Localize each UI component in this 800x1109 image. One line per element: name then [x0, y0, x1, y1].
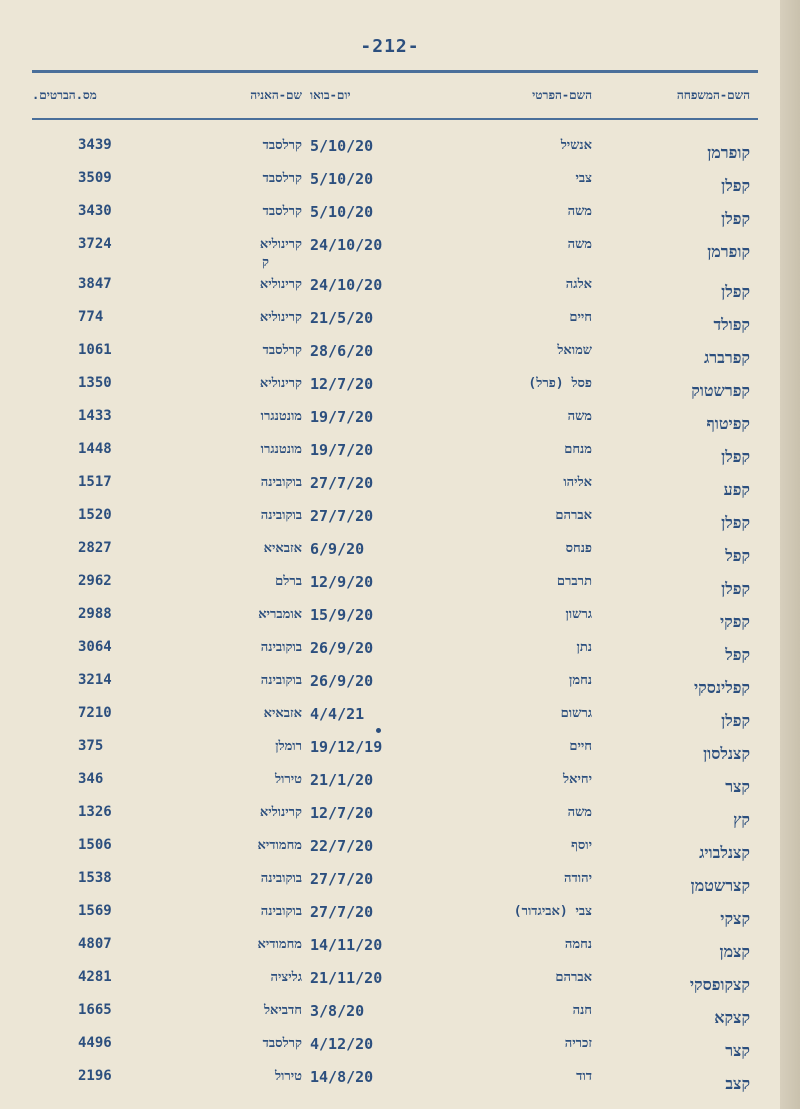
family-name-cell: קפלן	[721, 209, 750, 228]
first-name-cell: אברהם	[555, 508, 592, 523]
arrival-date-cell: 19/7/20	[310, 441, 374, 459]
ship-name-cell: אומבריא	[258, 607, 302, 622]
certificate-number-cell: 4281	[78, 969, 112, 985]
table-row	[32, 137, 758, 163]
certificate-number-cell: 346	[78, 771, 104, 787]
family-name-cell: קצקא	[714, 1008, 750, 1027]
certificate-number-cell: 2962	[78, 573, 112, 589]
family-name-cell: קפרברג	[704, 348, 750, 367]
family-name-cell: קפלינסקי	[693, 678, 750, 697]
arrival-date-cell: 3/8/20	[310, 1002, 365, 1020]
ship-name-cell: מחמודיא	[257, 937, 302, 952]
arrival-date-cell: 27/7/20	[310, 474, 374, 492]
first-name-cell: צבי (אביגדור)	[513, 904, 592, 919]
header-rule	[32, 118, 758, 120]
ship-name-cell: אזבאיא	[263, 706, 302, 721]
first-name-cell: יוסף	[571, 838, 592, 853]
ship-name-cell: קרינוליא	[259, 805, 302, 820]
certificate-number-cell: 1517	[78, 474, 112, 490]
ship-name-cell: גליציה	[270, 970, 302, 985]
arrival-date-cell: 12/7/20	[310, 804, 374, 822]
ink-dot	[376, 728, 381, 733]
certificate-number-cell: 1448	[78, 441, 112, 457]
first-name-cell: חיים	[569, 310, 592, 325]
first-name-cell: משה	[567, 409, 592, 424]
table-row	[32, 1068, 758, 1094]
table-row	[32, 771, 758, 797]
table-row	[32, 474, 758, 500]
certificate-number-cell: 3214	[78, 672, 112, 688]
arrival-date-cell: 27/7/20	[310, 870, 374, 888]
certificate-number-cell: 1520	[78, 507, 112, 523]
ship-name-cell: קרלסבד	[262, 204, 302, 219]
arrival-date-cell: 27/7/20	[310, 903, 374, 921]
certificate-number-cell: 1350	[78, 375, 112, 391]
ship-name-cell: רומלן	[275, 739, 302, 754]
first-name-cell: מנחם	[564, 442, 592, 457]
family-name-cell: קופרמן	[707, 143, 750, 162]
first-name-cell: משה	[567, 237, 592, 252]
certificate-number-cell: 4496	[78, 1035, 112, 1051]
arrival-date-cell: 19/7/20	[310, 408, 374, 426]
table-row	[32, 1035, 758, 1061]
family-name-cell: קצר	[725, 1041, 750, 1060]
family-name-cell: קצנלסון	[703, 744, 750, 763]
certificate-number-cell: 1569	[78, 903, 112, 919]
header-arrival-date: יום-בואו	[310, 88, 351, 102]
family-name-cell: קצקי	[720, 909, 750, 928]
family-name-cell: קצר	[725, 777, 750, 796]
ship-name-cell: קרינוליא	[259, 237, 302, 252]
first-name-cell: חנה	[572, 1003, 592, 1018]
certificate-number-cell: 4807	[78, 936, 112, 952]
ship-name-cell: טירול	[274, 772, 302, 787]
header-certificate-number: מס.הברטים.	[32, 88, 97, 102]
first-name-cell: גרשון	[565, 607, 592, 622]
arrival-date-cell: 4/4/21	[310, 705, 365, 723]
arrival-date-cell: 4/12/20	[310, 1035, 374, 1053]
certificate-number-cell: 3064	[78, 639, 112, 655]
arrival-date-cell: 12/9/20	[310, 573, 374, 591]
arrival-date-cell: 21/1/20	[310, 771, 374, 789]
family-name-cell: קצמן	[719, 942, 750, 961]
table-row	[32, 969, 758, 995]
arrival-date-cell: 5/10/20	[310, 137, 374, 155]
arrival-date-cell: 6/9/20	[310, 540, 365, 558]
table-row	[32, 441, 758, 467]
arrival-date-cell: 24/10/20	[310, 236, 383, 254]
ship-name-cell: קרינוליא	[259, 310, 302, 325]
ship-name-cell: מונטנגרו	[260, 409, 302, 424]
arrival-date-cell: 19/12/19	[310, 738, 383, 756]
arrival-date-cell: 26/9/20	[310, 639, 374, 657]
family-name-cell: קפל	[725, 546, 750, 565]
first-name-cell: פנחס	[565, 541, 592, 556]
first-name-cell: משה	[567, 204, 592, 219]
first-name-cell: שמואל	[557, 343, 592, 358]
certificate-number-cell: 774	[78, 309, 104, 325]
certificate-number-cell: 2988	[78, 606, 112, 622]
arrival-date-cell: 24/10/20	[310, 276, 383, 294]
first-name-cell: תרברם	[556, 574, 592, 589]
ship-name-cell: חדביאל	[263, 1003, 302, 1018]
first-name-cell: אנשיל	[560, 138, 592, 153]
ship-name-cell: בוקובינה	[260, 508, 302, 523]
certificate-number-cell: 3430	[78, 203, 112, 219]
arrival-date-cell: 22/7/20	[310, 837, 374, 855]
family-name-cell: קצנלבויג	[699, 843, 750, 862]
top-rule	[32, 70, 758, 73]
table-row	[32, 903, 758, 929]
certificate-number-cell: 7210	[78, 705, 112, 721]
arrival-date-cell: 15/9/20	[310, 606, 374, 624]
family-name-cell: קץ	[733, 810, 750, 829]
family-name-cell: קפע	[723, 480, 750, 499]
family-name-cell: קפלן	[721, 282, 750, 301]
first-name-cell: משה	[567, 805, 592, 820]
table-row	[32, 1002, 758, 1028]
ship-name-cell: בוקובינה	[260, 640, 302, 655]
ship-name-cell: בוקובינה	[260, 904, 302, 919]
ship-name-cell: קרלסבד	[262, 171, 302, 186]
header-first-name: השם-הפרטי	[532, 88, 592, 102]
table-row	[32, 705, 758, 731]
page-edge	[780, 0, 800, 1109]
arrival-date-cell: 5/10/20	[310, 203, 374, 221]
table-row	[32, 236, 758, 262]
table-row	[32, 936, 758, 962]
arrival-date-cell: 12/7/20	[310, 375, 374, 393]
family-name-cell: קפיטוף	[706, 414, 750, 433]
certificate-number-cell: 1061	[78, 342, 112, 358]
header-ship-name: שם-האניה	[250, 88, 302, 102]
family-name-cell: קפלן	[721, 711, 750, 730]
ship-name-cell: מונטנגרו	[260, 442, 302, 457]
ship-name-cell: מחמודיא	[257, 838, 302, 853]
first-name-cell: נחמה	[564, 937, 592, 952]
arrival-date-cell: 14/11/20	[310, 936, 383, 954]
certificate-number-cell: 3509	[78, 170, 112, 186]
family-name-cell: קצב	[725, 1074, 750, 1093]
table-row	[32, 837, 758, 863]
ship-name-cell: קרינוליא	[259, 277, 302, 292]
ship-name-cell: קרלסבד	[262, 138, 302, 153]
first-name-cell: חיים	[569, 739, 592, 754]
first-name-cell: אליהו	[563, 475, 592, 490]
ship-name-cell: טירול	[274, 1069, 302, 1084]
family-name-cell: קפקי	[719, 612, 750, 631]
first-name-cell: גרשום	[560, 706, 592, 721]
first-name-cell: צבי	[575, 171, 592, 186]
family-name-cell: קצרשטמן	[690, 876, 750, 895]
ship-name-cell: בוקובינה	[260, 475, 302, 490]
family-name-cell: קפלן	[721, 579, 750, 598]
arrival-date-cell: 28/6/20	[310, 342, 374, 360]
table-row	[32, 804, 758, 830]
arrival-date-cell: 27/7/20	[310, 507, 374, 525]
family-name-cell: קפלן	[721, 513, 750, 532]
certificate-number-cell: 2827	[78, 540, 112, 556]
header-family-name: השם-המשפחה	[676, 88, 750, 102]
first-name-cell: אברהם	[555, 970, 592, 985]
first-name-cell: נחמן	[569, 673, 592, 688]
family-name-cell: קפל	[725, 645, 750, 664]
arrival-date-cell: 14/8/20	[310, 1068, 374, 1086]
table-row	[32, 408, 758, 434]
certificate-number-cell: 1506	[78, 837, 112, 853]
ship-annotation: ק	[262, 255, 269, 270]
ship-name-cell: בוקובינה	[260, 673, 302, 688]
table-row	[32, 342, 758, 368]
certificate-number-cell: 3439	[78, 137, 112, 153]
ship-name-cell: קרלסבד	[262, 1036, 302, 1051]
certificate-number-cell: 375	[78, 738, 104, 754]
arrival-date-cell: 5/10/20	[310, 170, 374, 188]
certificate-number-cell: 1665	[78, 1002, 112, 1018]
family-name-cell: קפרשטוק	[691, 381, 750, 400]
table-row	[32, 573, 758, 599]
table-row	[32, 170, 758, 196]
arrival-date-cell: 26/9/20	[310, 672, 374, 690]
certificate-number-cell: 1538	[78, 870, 112, 886]
table-row	[32, 672, 758, 698]
table-row	[32, 309, 758, 335]
family-name-cell: קופרמן	[707, 242, 750, 261]
table-row	[32, 203, 758, 229]
certificate-number-cell: 3847	[78, 276, 112, 292]
first-name-cell: יחיאל	[563, 772, 592, 787]
ship-name-cell: בוקובינה	[260, 871, 302, 886]
arrival-date-cell: 21/11/20	[310, 969, 383, 987]
table-row	[32, 540, 758, 566]
table-header	[32, 88, 758, 110]
first-name-cell: פסל (פרל)	[528, 376, 592, 391]
first-name-cell: נתן	[576, 640, 592, 655]
ship-name-cell: קרינוליא	[259, 376, 302, 391]
family-name-cell: קפלן	[721, 447, 750, 466]
certificate-number-cell: 1326	[78, 804, 112, 820]
page-number: -212-	[360, 36, 420, 57]
ship-name-cell: ברלם	[275, 574, 302, 589]
family-name-cell: קפלן	[721, 176, 750, 195]
table-row	[32, 639, 758, 665]
certificate-number-cell: 3724	[78, 236, 112, 252]
table-row	[32, 738, 758, 764]
arrival-date-cell: 21/5/20	[310, 309, 374, 327]
ship-name-cell: קרלסבד	[262, 343, 302, 358]
certificate-number-cell: 2196	[78, 1068, 112, 1084]
table-row	[32, 276, 758, 302]
table-row	[32, 870, 758, 896]
first-name-cell: אלגה	[565, 277, 592, 292]
first-name-cell: יהודה	[564, 871, 592, 886]
table-row	[32, 606, 758, 632]
family-name-cell: קצקופסקי	[689, 975, 750, 994]
table-row	[32, 375, 758, 401]
certificate-number-cell: 1433	[78, 408, 112, 424]
ship-name-cell: אזבאיא	[263, 541, 302, 556]
family-name-cell: קפולד	[713, 315, 750, 334]
table-row	[32, 507, 758, 533]
first-name-cell: דוד	[576, 1069, 592, 1084]
first-name-cell: זכריה	[564, 1036, 592, 1051]
